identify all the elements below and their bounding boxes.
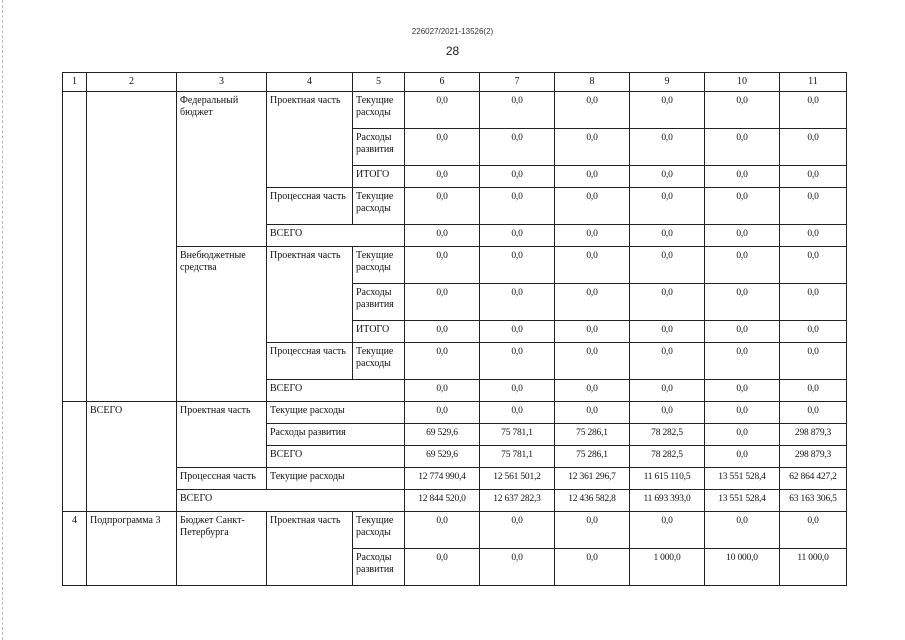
expense-type-cell: Расходы развития [353,129,405,166]
value-cell: 0,0 [705,284,780,321]
value-cell: 0,0 [555,380,630,402]
row-number-cell [63,92,87,402]
value-cell: 75 781,1 [480,446,555,468]
expense-type-cell: Текущие расходы [353,343,405,380]
value-cell: 0,0 [480,549,555,586]
part-cell: Проектная часть [267,247,353,343]
value-cell: 0,0 [555,129,630,166]
value-cell: 0,0 [555,225,630,247]
value-cell: 0,0 [630,247,705,284]
expense-type-cell: Текущие расходы [267,468,405,490]
value-cell: 13 551 528,4 [705,468,780,490]
source-cell: Федеральный бюджет [177,92,267,247]
header-cell: 10 [705,73,780,92]
value-cell: 0,0 [405,284,480,321]
value-cell: 0,0 [780,284,847,321]
table-row [63,490,847,512]
total-label-cell: ВСЕГО [267,225,405,247]
value-cell: 0,0 [405,129,480,166]
program-cell: ВСЕГО [87,402,177,512]
page-edge-line [2,0,4,640]
part-cell: Процессная часть [267,188,353,225]
value-cell: 0,0 [405,402,480,424]
part-cell: Проектная часть [177,402,267,468]
page-number: 28 [445,44,460,58]
header-cell: 8 [555,73,630,92]
value-cell: 0,0 [405,247,480,284]
total-label-cell: ВСЕГО [177,490,405,512]
value-cell: 10 000,0 [705,549,780,586]
total-label-cell: ВСЕГО [267,380,405,402]
header-cell: 6 [405,73,480,92]
value-cell: 0,0 [780,225,847,247]
value-cell: 0,0 [705,321,780,343]
value-cell: 1 000,0 [630,549,705,586]
value-cell: 12 561 501,2 [480,468,555,490]
expense-type-cell: Расходы развития [353,549,405,586]
header-cell: 5 [353,73,405,92]
value-cell: 0,0 [555,188,630,225]
value-cell: 0,0 [480,512,555,549]
expense-type-cell: Текущие расходы [267,402,405,424]
value-cell: 0,0 [555,92,630,129]
value-cell: 11 615 110,5 [630,468,705,490]
table-row [63,468,847,490]
value-cell: 0,0 [480,166,555,188]
value-cell: 0,0 [780,512,847,549]
value-cell: 0,0 [780,343,847,380]
document-id: 226027/2021-13526(2) [411,27,494,36]
value-cell: 0,0 [480,402,555,424]
value-cell: 0,0 [630,284,705,321]
value-cell: 0,0 [405,380,480,402]
value-cell: 0,0 [705,129,780,166]
value-cell: 78 282,5 [630,424,705,446]
value-cell: 75 781,1 [480,424,555,446]
value-cell: 0,0 [405,225,480,247]
value-cell: 0,0 [780,166,847,188]
source-cell: Внебюджетные средства [177,247,267,402]
value-cell: 0,0 [630,166,705,188]
value-cell: 0,0 [555,321,630,343]
budget-table [62,72,847,586]
value-cell: 62 864 427,2 [780,468,847,490]
part-cell: Проектная часть [267,92,353,188]
value-cell: 0,0 [480,129,555,166]
header-cell: 1 [63,73,87,92]
value-cell: 0,0 [780,321,847,343]
row-number-cell [63,402,87,512]
table-row [63,247,847,284]
header-cell: 11 [780,73,847,92]
value-cell: 0,0 [705,446,780,468]
value-cell: 0,0 [555,343,630,380]
header-cell: 4 [267,73,353,92]
expense-type-cell: Текущие расходы [353,512,405,549]
value-cell: 0,0 [480,225,555,247]
value-cell: 75 286,1 [555,446,630,468]
expense-type-cell: ИТОГО [353,321,405,343]
expense-type-cell: ИТОГО [353,166,405,188]
value-cell: 298 879,3 [780,424,847,446]
value-cell: 0,0 [405,343,480,380]
header-cell: 3 [177,73,267,92]
value-cell: 298 879,3 [780,446,847,468]
value-cell: 12 844 520,0 [405,490,480,512]
value-cell: 0,0 [705,166,780,188]
value-cell: 12 637 282,3 [480,490,555,512]
row-number-cell: 4 [63,512,87,586]
value-cell: 0,0 [705,402,780,424]
header-cell: 2 [87,73,177,92]
expense-type-cell: ВСЕГО [267,446,405,468]
value-cell: 0,0 [630,343,705,380]
value-cell: 75 286,1 [555,424,630,446]
value-cell: 0,0 [480,343,555,380]
value-cell: 12 361 296,7 [555,468,630,490]
value-cell: 0,0 [555,166,630,188]
value-cell: 13 551 528,4 [705,490,780,512]
value-cell: 0,0 [630,188,705,225]
value-cell: 78 282,5 [630,446,705,468]
value-cell: 0,0 [780,92,847,129]
value-cell: 0,0 [630,129,705,166]
part-cell: Проектная часть [267,512,353,586]
value-cell: 0,0 [555,512,630,549]
part-cell: Процессная часть [267,343,353,380]
value-cell: 0,0 [780,188,847,225]
value-cell: 0,0 [780,129,847,166]
value-cell: 0,0 [405,549,480,586]
expense-type-cell: Текущие расходы [353,247,405,284]
expense-type-cell: Расходы развития [353,284,405,321]
source-cell: Бюджет Санкт-Петербурга [177,512,267,586]
value-cell: 69 529,6 [405,446,480,468]
value-cell: 0,0 [780,402,847,424]
value-cell: 0,0 [405,92,480,129]
table-row [63,512,847,549]
value-cell: 0,0 [555,549,630,586]
value-cell: 0,0 [405,188,480,225]
value-cell: 0,0 [405,166,480,188]
value-cell: 0,0 [705,92,780,129]
value-cell: 0,0 [705,424,780,446]
value-cell: 0,0 [480,92,555,129]
program-cell: Подпрограмма 3 [87,512,177,586]
table-row [63,402,847,424]
value-cell: 0,0 [480,284,555,321]
value-cell: 0,0 [480,188,555,225]
value-cell: 69 529,6 [405,424,480,446]
expense-type-cell: Расходы развития [267,424,405,446]
value-cell: 0,0 [555,247,630,284]
value-cell: 0,0 [630,380,705,402]
expense-type-cell: Текущие расходы [353,92,405,129]
value-cell: 0,0 [780,247,847,284]
value-cell: 0,0 [480,380,555,402]
expense-type-cell: Текущие расходы [353,188,405,225]
part-cell: Процессная часть [177,468,267,490]
value-cell: 0,0 [630,402,705,424]
value-cell: 11 693 393,0 [630,490,705,512]
value-cell: 0,0 [705,343,780,380]
value-cell: 11 000,0 [780,549,847,586]
header-cell: 9 [630,73,705,92]
value-cell: 0,0 [480,321,555,343]
value-cell: 63 163 306,5 [780,490,847,512]
value-cell: 0,0 [705,188,780,225]
value-cell: 0,0 [705,512,780,549]
value-cell: 0,0 [405,321,480,343]
value-cell: 0,0 [405,512,480,549]
value-cell: 0,0 [705,380,780,402]
value-cell: 0,0 [705,247,780,284]
value-cell: 0,0 [630,321,705,343]
value-cell: 0,0 [555,284,630,321]
header-row [63,73,847,92]
value-cell: 12 774 990,4 [405,468,480,490]
value-cell: 0,0 [630,92,705,129]
table-row [63,92,847,129]
value-cell: 0,0 [630,225,705,247]
value-cell: 0,0 [630,512,705,549]
value-cell: 0,0 [705,225,780,247]
value-cell: 0,0 [780,380,847,402]
value-cell: 0,0 [480,247,555,284]
program-cell [87,92,177,402]
value-cell: 0,0 [555,402,630,424]
header-cell: 7 [480,73,555,92]
value-cell: 12 436 582,8 [555,490,630,512]
